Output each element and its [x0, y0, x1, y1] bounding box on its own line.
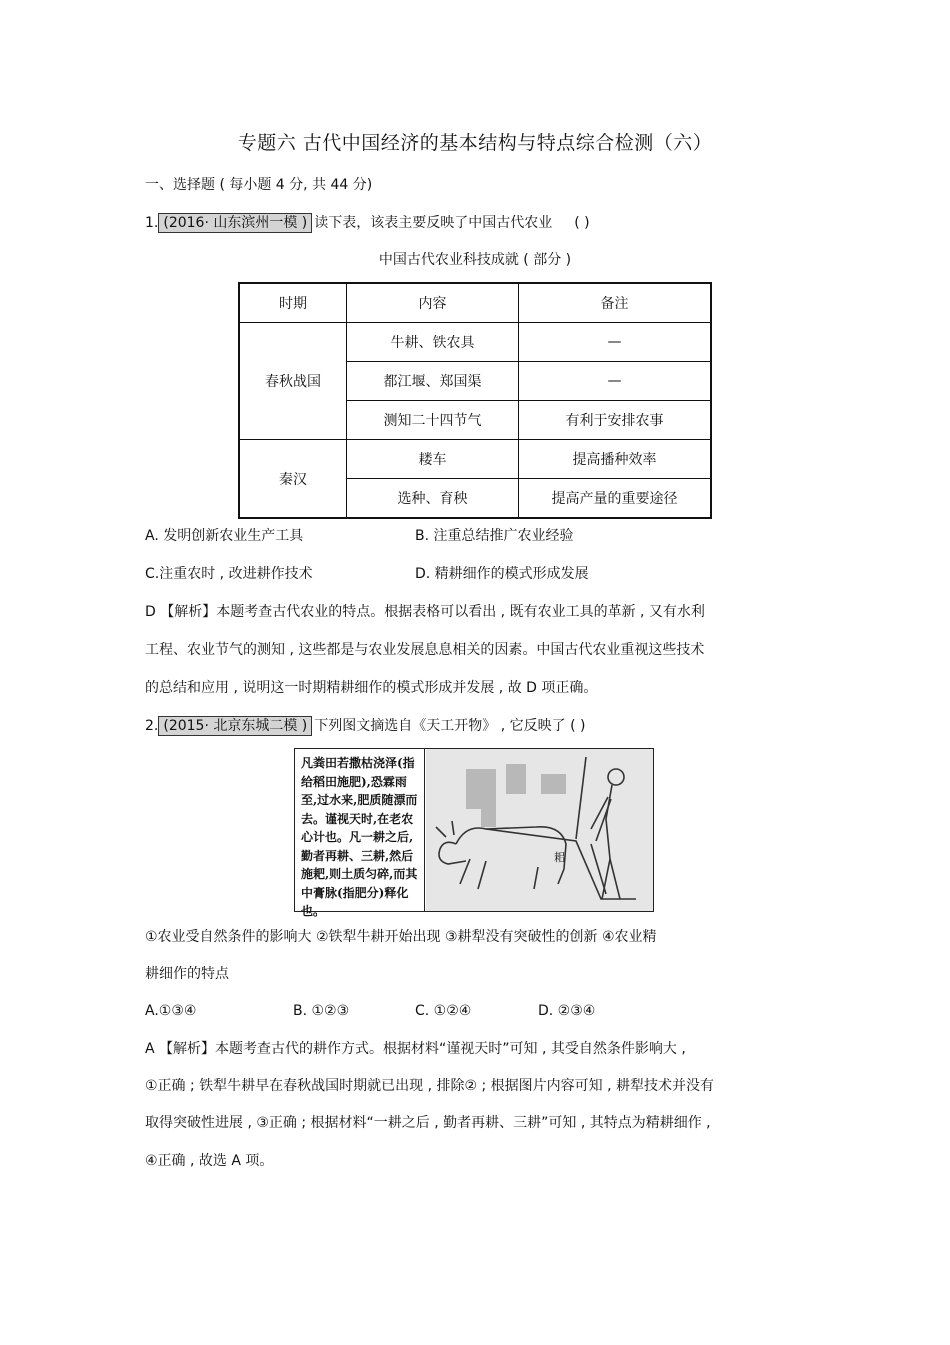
- period-cell: 春秋战国: [239, 323, 347, 440]
- analysis-line: 工程、农业节气的测知 , 这些都是与农业发展息息相关的因素。中国古代农业重视这些技术: [145, 642, 705, 658]
- content-cell: 测知二十四节气: [347, 401, 519, 440]
- question-number: 2.: [145, 718, 159, 734]
- question-stem: 读下表，该表主要反映了中国古代农业: [314, 215, 553, 231]
- note-cell: 提高播种效率: [519, 440, 712, 479]
- table-caption: 中国古代农业科技成就 ( 部分 ): [378, 252, 572, 268]
- option-d: D. ②③④: [538, 1003, 596, 1019]
- agri-achievements-table: [238, 282, 712, 519]
- table-header-row: [239, 283, 711, 323]
- section-heading: 一、选择题 ( 每小题 4 分, 共 44 分): [145, 177, 373, 193]
- analysis-line: D 【解析】本题考查古代农业的特点。根据表格可以看出 , 既有农业工具的革新 , 又有水利: [145, 604, 705, 620]
- analysis-line: ①正确 ; 铁犁牛耕早在春秋战国时期就已出现 , 排除② ; 根据图片内容可知 , 耕犁技术并没有: [145, 1078, 715, 1094]
- question-stem: 下列图文摘选自《天工开物》 , 它反映了 ( ): [314, 718, 586, 734]
- analysis-line: 的总结和应用 , 说明这一时期精耕细作的模式形成并发展 , 故 D 项正确。: [145, 680, 598, 696]
- table-row: [239, 440, 711, 479]
- note-cell: 有利于安排农事: [519, 401, 712, 440]
- table-header: 时期: [239, 283, 347, 323]
- statement-line: 耕细作的特点: [145, 966, 229, 982]
- content-cell: 耧车: [347, 440, 519, 479]
- question-1: [145, 213, 590, 233]
- question-2: [145, 716, 585, 736]
- note-cell: —: [519, 362, 712, 401]
- content-cell: 选种、育秧: [347, 479, 519, 519]
- figure-quote: 凡粪田若撒枯浇泽(指给稻田施肥),恐霖雨至,过水来,肥质随漂而去。谨视天时,在老农心计也。凡一耕之后,勤者再耕、三耕,然后施耙,则土质匀碎,而其中膏脉(指肥分)释化也。: [295, 749, 425, 911]
- option-c: C.注重农时 , 改进耕作技术: [145, 566, 313, 582]
- option-a: A. 发明创新农业生产工具: [145, 528, 304, 544]
- analysis-line: 取得突破性进展 , ③正确 ; 根据材料“一耕之后 , 勤者再耕、三耕”可知 , 其特点为精耕细作 ,: [145, 1115, 711, 1131]
- plough-label: 耜: [554, 851, 565, 864]
- content-cell: 牛耕、铁农具: [347, 323, 519, 362]
- source-tag: (2015· 北京东城二模 ): [158, 716, 312, 736]
- option-b: B. ①②③: [293, 1003, 350, 1019]
- ploughing-illustration: [426, 749, 653, 911]
- content-cell: 都江堰、郑国渠: [347, 362, 519, 401]
- option-b: B. 注重总结推广农业经验: [415, 528, 574, 544]
- answer-blank: ( ): [574, 215, 590, 231]
- table-header: 备注: [519, 283, 712, 323]
- option-c: C. ①②④: [415, 1003, 472, 1019]
- analysis-line: ④正确 , 故选 A 项。: [145, 1153, 274, 1169]
- period-cell: 秦汉: [239, 440, 347, 519]
- note-cell: —: [519, 323, 712, 362]
- option-d: D. 精耕细作的模式形成发展: [415, 566, 589, 582]
- tiangong-kaiwu-figure: [294, 748, 654, 918]
- option-a: A.①③④: [145, 1003, 197, 1019]
- statement-line: ①农业受自然条件的影响大 ②铁犁牛耕开始出现 ③耕犁没有突破性的创新 ④农业精: [145, 929, 657, 945]
- table-row: [239, 323, 711, 362]
- question-number: 1.: [145, 215, 159, 231]
- table-header: 内容: [347, 283, 519, 323]
- ox-plough-drawing: [426, 749, 653, 911]
- page-title: 专题六 古代中国经济的基本结构与特点综合检测（六）: [237, 132, 713, 154]
- source-tag: (2016· 山东滨州一模 ): [158, 213, 312, 233]
- note-cell: 提高产量的重要途径: [519, 479, 712, 519]
- analysis-line: A 【解析】本题考查古代的耕作方式。根据材料“谨视天时”可知 , 其受自然条件影响大 ,: [145, 1041, 686, 1057]
